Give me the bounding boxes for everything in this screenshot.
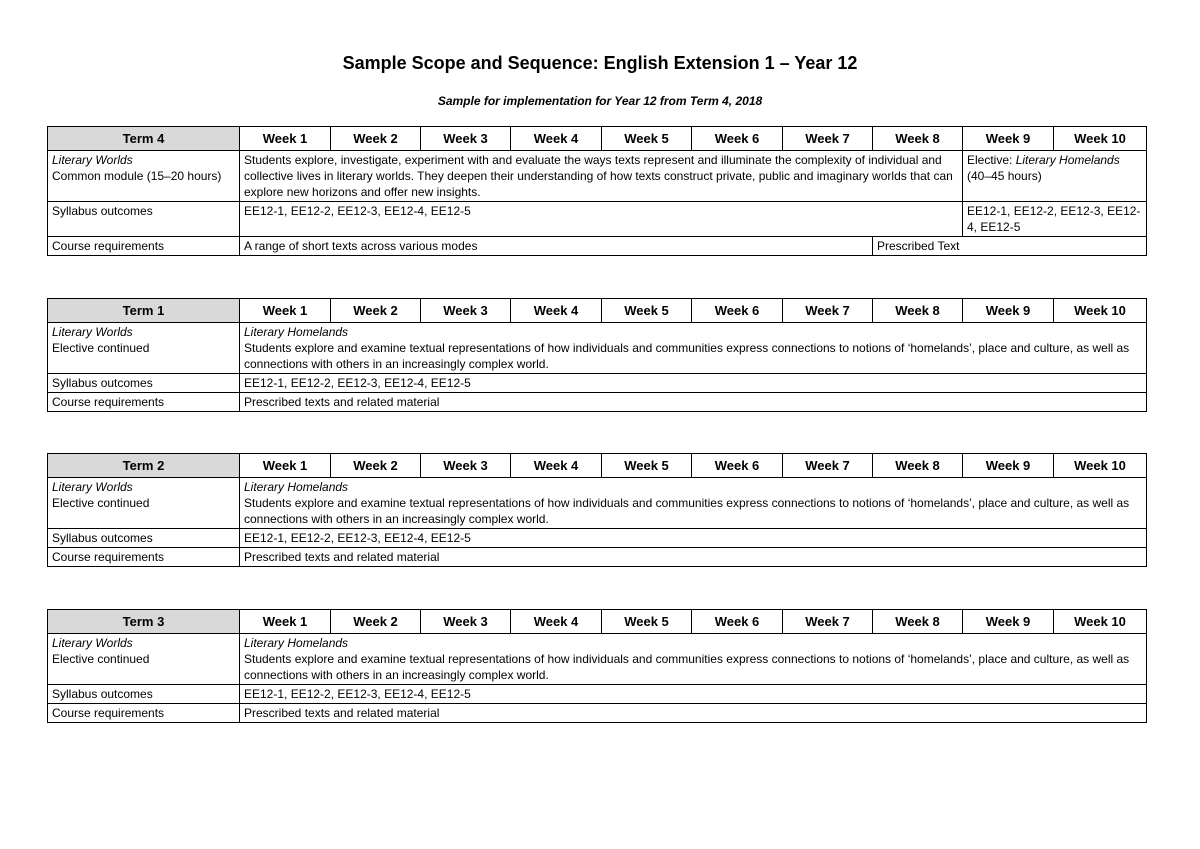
module-cell [48,323,240,374]
week-header: Week 10 [1054,299,1147,323]
module-description-cell [240,323,1147,374]
week-header: Week 10 [1054,127,1147,151]
syllabus-outcomes: EE12-1, EE12-2, EE12-3, EE12-4, EE12-5 [240,529,1147,548]
week-header: Week 10 [1054,610,1147,634]
syllabus-label: Syllabus outcomes [48,374,240,393]
course-requirements: Prescribed texts and related material [240,548,1147,567]
week-header: Week 8 [873,610,963,634]
week-header: Week 6 [692,610,783,634]
week-header: Week 6 [692,299,783,323]
syllabus-label: Syllabus outcomes [48,529,240,548]
week-header: Week 1 [240,454,331,478]
term-label: Term 1 [48,299,240,323]
week-header: Week 6 [692,454,783,478]
elective-prefix: Elective: [967,153,1016,167]
course-label: Course requirements [48,548,240,567]
week-header: Week 4 [511,454,602,478]
syllabus-label: Syllabus outcomes [48,202,240,237]
week-header: Week 9 [963,299,1054,323]
module-title: Literary Worlds [52,636,133,650]
syllabus-outcomes-elective: EE12-1, EE12-2, EE12-3, EE12-4, EE12-5 [963,202,1147,237]
term-label: Term 2 [48,454,240,478]
term-header-row [48,127,1147,151]
term-3-table [47,609,1147,723]
week-header: Week 4 [511,610,602,634]
course-requirements: A range of short texts across various modes [240,237,873,256]
course-row [48,237,1147,256]
term-4-table [47,126,1147,256]
course-row [48,548,1147,567]
week-header: Week 8 [873,127,963,151]
module-description: Students explore, investigate, experiment with and evaluate the ways texts represent and illuminate the complexity of individual and collective lives in literary worlds. They deepen their understanding of how texts construct private, public and imaginary worlds that can explore new horizons and offer new insights. [240,151,963,202]
elective-name: Literary Homelands [244,480,349,494]
week-header: Week 9 [963,127,1054,151]
week-header: Week 8 [873,299,963,323]
course-row [48,704,1147,723]
course-prescribed-text: Prescribed Text [873,237,1147,256]
module-subtitle: Common module (15–20 hours) [52,169,222,183]
module-row [48,323,1147,374]
term-header-row [48,610,1147,634]
syllabus-row [48,202,1147,237]
week-header: Week 7 [783,610,873,634]
module-subtitle: Elective continued [52,652,150,666]
week-header: Week 3 [421,299,511,323]
week-header: Week 5 [602,454,692,478]
module-subtitle: Elective continued [52,341,150,355]
week-header: Week 2 [331,127,421,151]
page-title: Sample Scope and Sequence: English Extension 1 – Year 12 [342,53,858,73]
week-header: Week 3 [421,610,511,634]
week-header: Week 2 [331,610,421,634]
course-requirements: Prescribed texts and related material [240,393,1147,412]
module-subtitle: Elective continued [52,496,150,510]
week-header: Week 2 [331,299,421,323]
module-description: Students explore and examine textual representations of how individuals and communities express connections to notions of ‘homelands’, place and culture, as well as connections with others in an increasingly complex world. [244,496,1130,526]
course-label: Course requirements [48,393,240,412]
syllabus-outcomes: EE12-1, EE12-2, EE12-3, EE12-4, EE12-5 [240,202,963,237]
elective-name: Literary Homelands [244,636,349,650]
week-header: Week 10 [1054,454,1147,478]
module-title: Literary Worlds [52,480,133,494]
week-header: Week 7 [783,454,873,478]
term-header-row [48,454,1147,478]
module-title: Literary Worlds [52,325,133,339]
elective-name: Literary Homelands [244,325,349,339]
week-header: Week 2 [331,454,421,478]
week-header: Week 5 [602,127,692,151]
week-header: Week 3 [421,127,511,151]
elective-cell [963,151,1147,202]
week-header: Week 1 [240,610,331,634]
module-cell [48,478,240,529]
elective-name: Literary Homelands [1015,153,1120,167]
module-description-cell [240,634,1147,685]
week-header: Week 4 [511,299,602,323]
module-cell [48,151,240,202]
syllabus-outcomes: EE12-1, EE12-2, EE12-3, EE12-4, EE12-5 [240,374,1147,393]
week-header: Week 5 [602,299,692,323]
week-header: Week 8 [873,454,963,478]
week-header: Week 6 [692,127,783,151]
course-requirements: Prescribed texts and related material [240,704,1147,723]
term-label: Term 3 [48,610,240,634]
term-label: Term 4 [48,127,240,151]
week-header: Week 1 [240,299,331,323]
module-row [48,634,1147,685]
syllabus-row [48,685,1147,704]
module-description: Students explore and examine textual representations of how individuals and communities express connections to notions of ‘homelands’, place and culture, as well as connections with others in an increasingly complex world. [244,341,1130,371]
week-header: Week 7 [783,299,873,323]
page-subtitle: Sample for implementation for Year 12 from Term 4, 2018 [437,94,763,108]
week-header: Week 5 [602,610,692,634]
course-label: Course requirements [48,237,240,256]
week-header: Week 1 [240,127,331,151]
course-label: Course requirements [48,704,240,723]
module-row [48,478,1147,529]
week-header: Week 7 [783,127,873,151]
module-title: Literary Worlds [52,153,133,167]
week-header: Week 9 [963,610,1054,634]
term-2-table [47,453,1147,567]
week-header: Week 9 [963,454,1054,478]
course-row [48,393,1147,412]
syllabus-label: Syllabus outcomes [48,685,240,704]
module-description: Students explore and examine textual representations of how individuals and communities express connections to notions of ‘homelands’, place and culture, as well as connections with others in an increasingly complex world. [244,652,1130,682]
syllabus-row [48,529,1147,548]
module-cell [48,634,240,685]
term-header-row [48,299,1147,323]
module-description-cell [240,478,1147,529]
syllabus-row [48,374,1147,393]
elective-hours: (40–45 hours) [967,169,1042,183]
week-header: Week 3 [421,454,511,478]
week-header: Week 4 [511,127,602,151]
module-row [48,151,1147,202]
syllabus-outcomes: EE12-1, EE12-2, EE12-3, EE12-4, EE12-5 [240,685,1147,704]
term-1-table [47,298,1147,412]
